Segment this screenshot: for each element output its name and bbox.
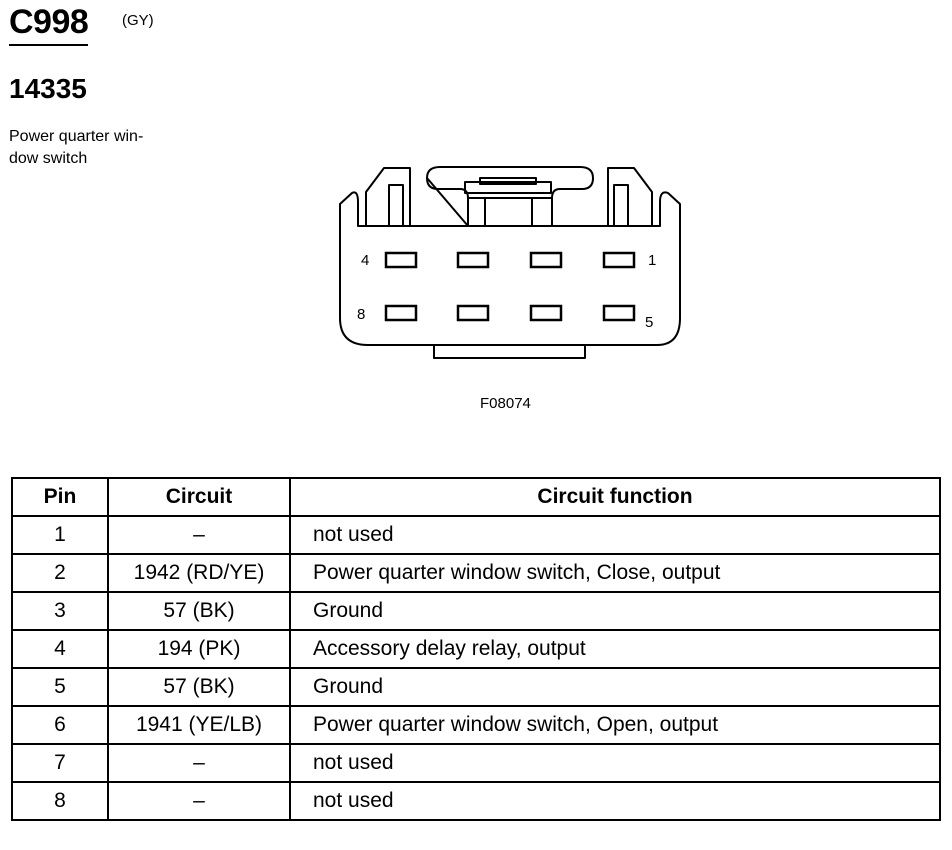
pin-cell: 4 bbox=[12, 630, 108, 668]
connector-color-code: (GY) bbox=[122, 12, 154, 29]
pin-cavity-7 bbox=[458, 306, 488, 320]
figure-id: F08074 bbox=[480, 395, 531, 412]
header-circuit: Circuit bbox=[108, 478, 290, 516]
function-cell: Power quarter window switch, Close, output bbox=[290, 554, 940, 592]
function-cell: not used bbox=[290, 516, 940, 554]
pin-cavity-8 bbox=[386, 306, 416, 320]
connector-bottom-tab bbox=[434, 345, 585, 358]
circuit-cell: – bbox=[108, 516, 290, 554]
table-row bbox=[12, 706, 940, 744]
function-cell: Ground bbox=[290, 668, 940, 706]
function-cell: Power quarter window switch, Open, output bbox=[290, 706, 940, 744]
pinout-table bbox=[11, 477, 941, 821]
pin-cavity-1 bbox=[604, 253, 634, 267]
function-cell: not used bbox=[290, 744, 940, 782]
pin-cavity-5 bbox=[604, 306, 634, 320]
pin-cell: 1 bbox=[12, 516, 108, 554]
center-key-stem bbox=[485, 198, 532, 226]
connector-id: C998 bbox=[9, 2, 88, 46]
pin-label-1: 1 bbox=[648, 252, 657, 269]
circuit-cell: – bbox=[108, 782, 290, 820]
circuit-cell: 194 (PK) bbox=[108, 630, 290, 668]
pin-cell: 3 bbox=[12, 592, 108, 630]
pin-cell: 5 bbox=[12, 668, 108, 706]
table-row bbox=[12, 744, 940, 782]
circuit-cell: 1942 (RD/YE) bbox=[108, 554, 290, 592]
description-line-1: Power quarter win- bbox=[9, 128, 144, 145]
header-circuit-function: Circuit function bbox=[290, 478, 940, 516]
left-latch-window bbox=[389, 185, 403, 226]
pin-cavity-2 bbox=[531, 253, 561, 267]
pin-cell: 8 bbox=[12, 782, 108, 820]
table-header-row bbox=[12, 478, 940, 516]
connector-face-diagram bbox=[0, 0, 952, 400]
pin-label-8: 8 bbox=[357, 306, 366, 323]
table-row bbox=[12, 554, 940, 592]
pin-cavities bbox=[386, 253, 634, 320]
pin-cell: 2 bbox=[12, 554, 108, 592]
function-cell: Ground bbox=[290, 592, 940, 630]
table-row bbox=[12, 668, 940, 706]
table-row bbox=[12, 516, 940, 554]
function-cell: not used bbox=[290, 782, 940, 820]
table-row bbox=[12, 782, 940, 820]
pin-cavity-3 bbox=[458, 253, 488, 267]
pin-cavity-4 bbox=[386, 253, 416, 267]
table-row bbox=[12, 592, 940, 630]
pin-label-5: 5 bbox=[645, 314, 654, 331]
circuit-cell: 57 (BK) bbox=[108, 592, 290, 630]
description-line-2: dow switch bbox=[9, 150, 88, 167]
circuit-cell: 57 (BK) bbox=[108, 668, 290, 706]
table-row bbox=[12, 630, 940, 668]
header-pin: Pin bbox=[12, 478, 108, 516]
pin-cavity-6 bbox=[531, 306, 561, 320]
center-key bbox=[468, 198, 552, 226]
function-cell: Accessory delay relay, output bbox=[290, 630, 940, 668]
pin-cell: 7 bbox=[12, 744, 108, 782]
locking-bar bbox=[427, 167, 593, 226]
pin-label-4: 4 bbox=[361, 252, 370, 269]
circuit-cell: 1941 (YE/LB) bbox=[108, 706, 290, 744]
part-number: 14335 bbox=[9, 73, 87, 104]
right-latch-window bbox=[614, 185, 628, 226]
circuit-cell: – bbox=[108, 744, 290, 782]
pin-cell: 6 bbox=[12, 706, 108, 744]
